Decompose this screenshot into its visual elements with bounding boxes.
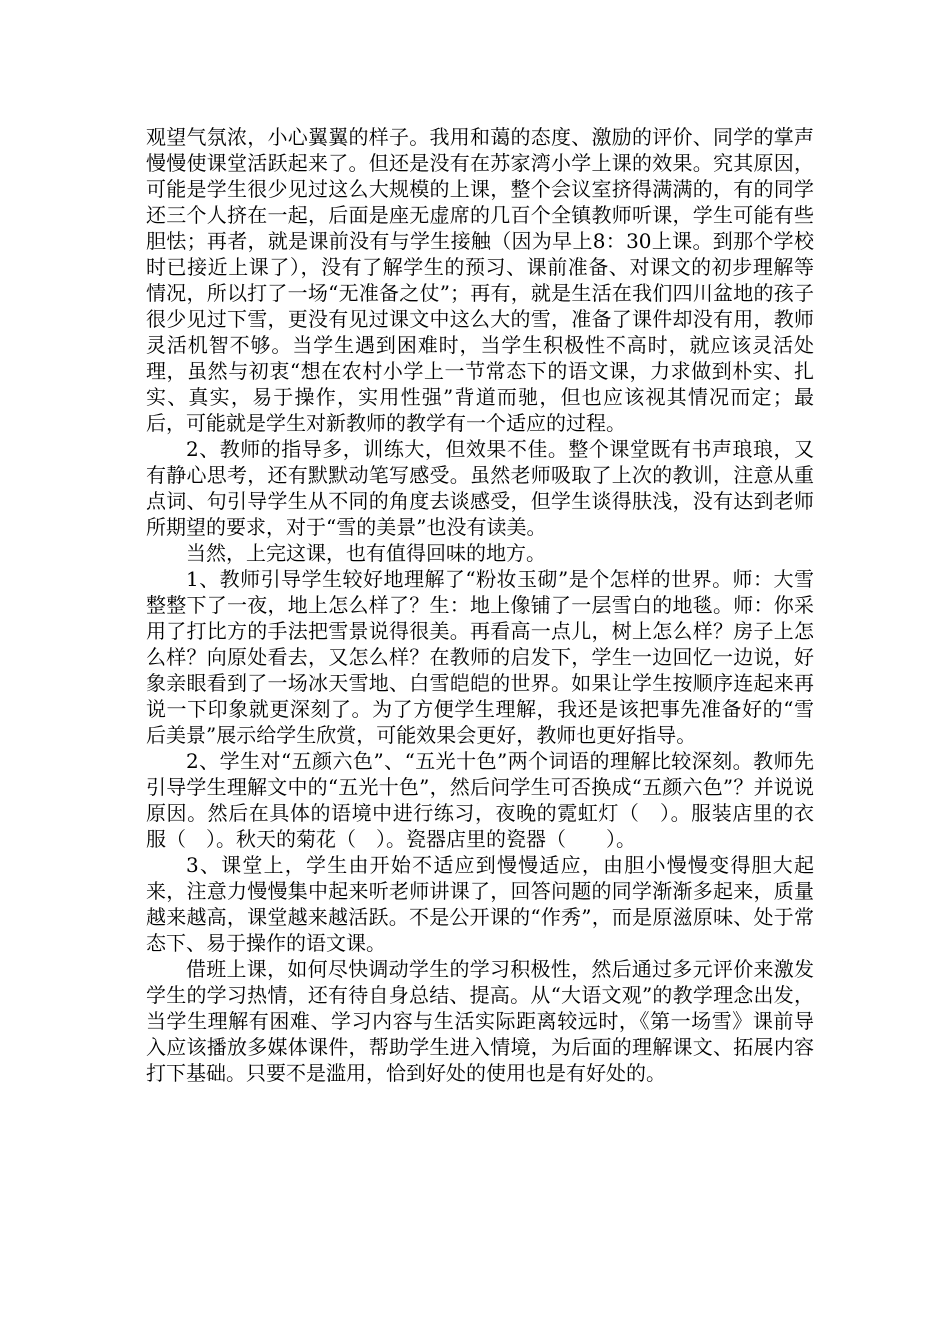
- paragraph-point-2-guidance: 2、教师的指导多，训练大，但效果不佳。整个课堂既有书声琅琅，又有静心思考，还有默默动笔写感受。虽然老师吸取了上次的教训，注意从重点词、句引导学生从不同的角度去谈感受，但学生谈得肤浅，没有达到老师所期望的要求，对于“雪的美景”也没有读美。: [146, 437, 814, 539]
- paragraph-merit-3: 3、课堂上，学生由开始不适应到慢慢适应，由胆小慢慢变得胆大起来，注意力慢慢集中起来听老师讲课了，回答问题的同学渐渐多起来，质量越来越高，课堂越来越活跃。不是公开课的“作秀”，而是原滋原味、处于常态下、易于操作的语文课。: [146, 853, 814, 955]
- paragraph-merit-1: 1、教师引导学生较好地理解了“粉妆玉砌”是个怎样的世界。师：大雪整整下了一夜，地上怎么样了？生：地上像铺了一层雪白的地毯。师：你采用了打比方的手法把雪景说得很美。再看高一点儿，树上怎么样？房子上怎么样？向原处看去，又怎么样？在教师的启发下，学生一边回忆一边说，好象亲眼看到了一场冰天雪地、白雪皑皑的世界。如果让学生按顺序连起来再说一下印象就更深刻了。为了方便学生理解，我还是该把事先准备好的“雪后美景”展示给学生欣赏，可能效果会更好，教师也更好指导。: [146, 567, 814, 747]
- paragraph-merit-2: 2、学生对“五颜六色”、“五光十色”两个词语的理解比较深刻。教师先引导学生理解文中的“五光十色”，然后问学生可否换成“五颜六色”？并说说原因。然后在具体的语境中进行练习，夜晚的霓虹灯（ ）。服装店里的衣服（ ）。秋天的菊花（ ）。瓷器店里的瓷器（ ）。: [146, 749, 814, 851]
- paragraph-conclusion: 借班上课，如何尽快调动学生的学习积极性，然后通过多元评价来激发学生的学习热情，还有待自身总结、提高。从“大语文观”的教学理念出发，当学生理解有困难、学习内容与生活实际距离较远时，《第一场雪》课前导入应该播放多媒体课件，帮助学生进入情境，为后面的理解课文、拓展内容打下基础。只要不是滥用，恰到好处的使用也是有好处的。: [146, 957, 814, 1085]
- paragraph-continuation: 观望气氛浓，小心翼翼的样子。我用和蔼的态度、激励的评价、同学的掌声慢慢使课堂活跃起来了。但还是没有在苏家湾小学上课的效果。究其原因，可能是学生很少见过这么大规模的上课，整个会议室挤得满满的，有的同学还三个人挤在一起，后面是座无虚席的几百个全镇教师听课，学生可能有些胆怯；再者，就是课前没有与学生接触（因为早上8：30上课。到那个学校时已接近上课了），没有了解学生的预习、课前准备、对课文的初步理解等情况，所以打了一场“无准备之仗”；再有，就是生活在我们四川盆地的孩子很少见过下雪，更没有见过课文中这么大的雪，准备了课件却没有用，教师灵活机智不够。当学生遇到困难时，当学生积极性不高时，就应该灵活处理，虽然与初衷“想在农村小学上一节常态下的语文课，力求做到朴实、扎实、真实，易于操作，实用性强”背道而驰，但也应该视其情况而定；最后，可能就是学生对新教师的教学有一个适应的过程。: [146, 125, 814, 435]
- document-body: [146, 124, 814, 1086]
- paragraph-transition: 当然，上完这课，也有值得回味的地方。: [186, 541, 546, 565]
